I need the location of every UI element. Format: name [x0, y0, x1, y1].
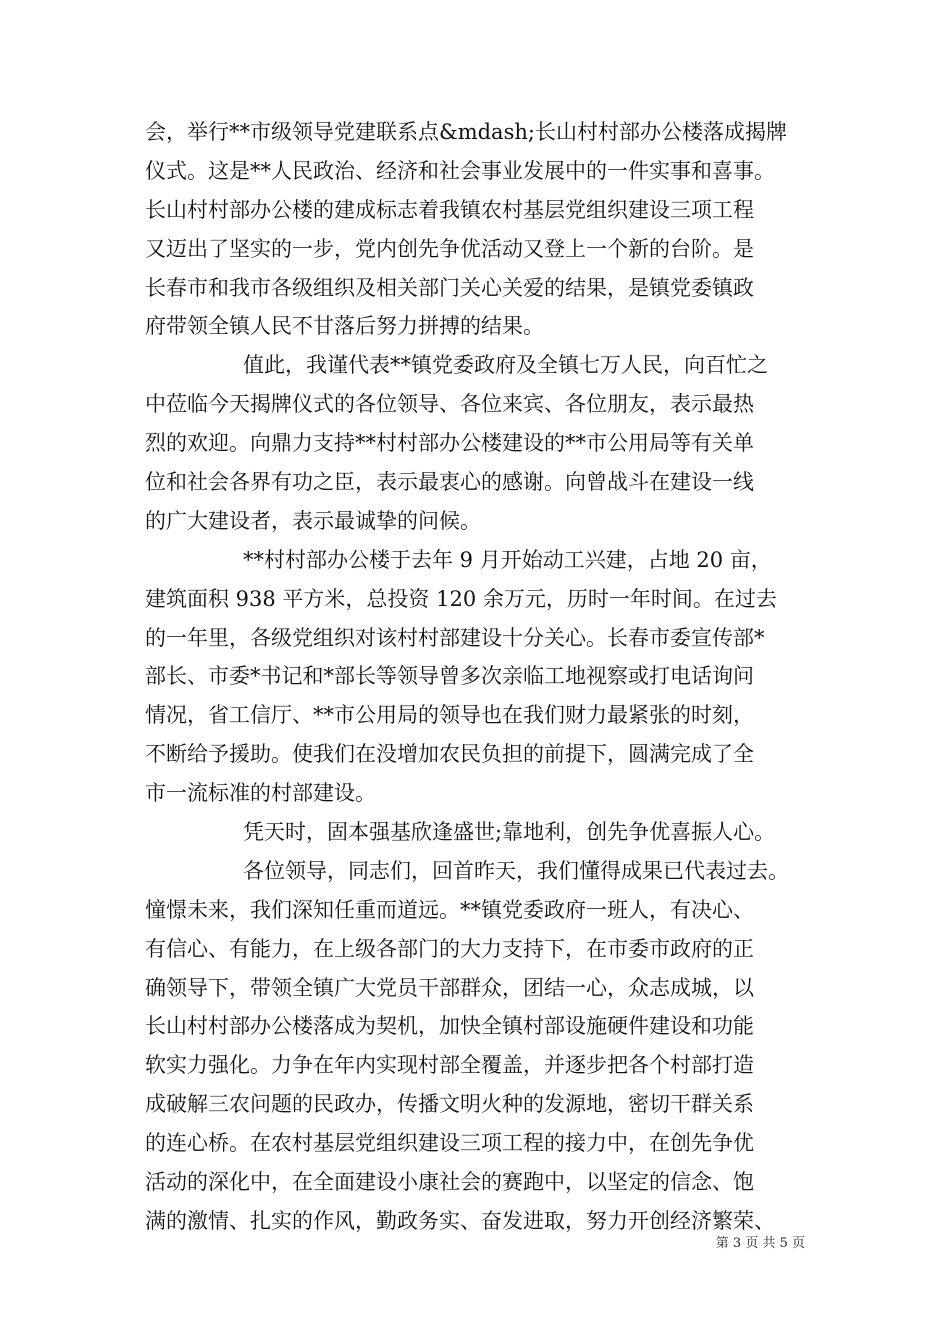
text-line: 府带领全镇人民不甘落后努力拼搏的结果。 [145, 314, 544, 339]
text-line: 又迈出了坚实的一步，党内创先争优活动又登上一个新的台阶。是 [145, 236, 754, 261]
text-line: 长山村村部办公楼的建成标志着我镇农村基层党组织建设三项工程 [145, 197, 754, 222]
text-line: 的连心桥。在农村基层党组织建设三项工程的接力中，在创先争优 [145, 1131, 754, 1156]
text-line: 位和社会各界有功之臣，表示最衷心的感谢。向曾战斗在建设一线 [145, 470, 754, 495]
text-line: 成破解三农问题的民政办，传播文明火种的发源地，密切干群关系 [145, 1092, 754, 1117]
text-line: 满的激情、扎实的作风，勤政务实、奋发进取，努力开创经济繁荣、 [145, 1208, 775, 1233]
text-line: 中莅临今天揭牌仪式的各位领导、各位来宾、各位朋友，表示最热 [145, 392, 754, 417]
text-line: 有信心、有能力，在上级各部门的大力支持下，在市委市政府的正 [145, 936, 754, 961]
text-line: **村村部办公楼于去年 9 月开始动工兴建，占地 20 亩， [243, 547, 772, 572]
text-line: 市一流标准的村部建设。 [145, 781, 376, 806]
text-line: 值此，我谨代表**镇党委政府及全镇七万人民，向百忙之 [243, 353, 768, 378]
text-line: 憧憬未来，我们深知任重而道远。**镇党委政府一班人，有决心、 [145, 897, 754, 922]
text-line: 部长、市委*书记和*部长等领导曾多次亲临工地视察或打电话询问 [145, 664, 754, 689]
text-line: 长山村村部办公楼落成为契机，加快全镇村部设施硬件建设和功能 [145, 1014, 754, 1039]
text-line: 会，举行**市级领导党建联系点&mdash;长山村村部办公楼落成揭牌 [145, 120, 787, 144]
text-line: 凭天时，固本强基欣逢盛世;靠地利，创先争优喜振人心。 [243, 820, 776, 845]
text-line: 确领导下，带领全镇广大党员干部群众，团结一心，众志成城，以 [145, 975, 754, 1000]
text-line: 仪式。这是**人民政治、经济和社会事业发展中的一件实事和喜事。 [145, 158, 775, 183]
text-line: 的一年里，各级党组织对该村村部建设十分关心。长春市委宣传部* [145, 625, 765, 650]
page-number: 第 3 页 共 5 页 [715, 1236, 805, 1251]
body-text [145, 113, 815, 1241]
text-line: 的广大建设者，表示最诚挚的问候。 [145, 508, 481, 533]
text-line: 情况，省工信厅、**市公用局的领导也在我们财力最紧张的时刻， [145, 703, 754, 728]
text-line: 烈的欢迎。向鼎力支持**村村部办公楼建设的**市公用局等有关单 [145, 431, 754, 456]
text-line: 软实力强化。力争在年内实现村部全覆盖，并逐步把各个村部打造 [145, 1053, 754, 1078]
text-line: 活动的深化中，在全面建设小康社会的赛跑中，以坚定的信念、饱 [145, 1170, 754, 1195]
text-line: 长春市和我市各级组织及相关部门关心关爱的结果，是镇党委镇政 [145, 275, 754, 300]
text-line: 各位领导，同志们，回首昨天，我们懂得成果已代表过去。 [243, 858, 789, 883]
text-line: 建筑面积 938 平方米，总投资 120 余万元，历时一年时间。在过去 [145, 586, 777, 611]
text-line: 不断给予援助。使我们在没增加农民负担的前提下，圆满完成了全 [145, 742, 754, 767]
